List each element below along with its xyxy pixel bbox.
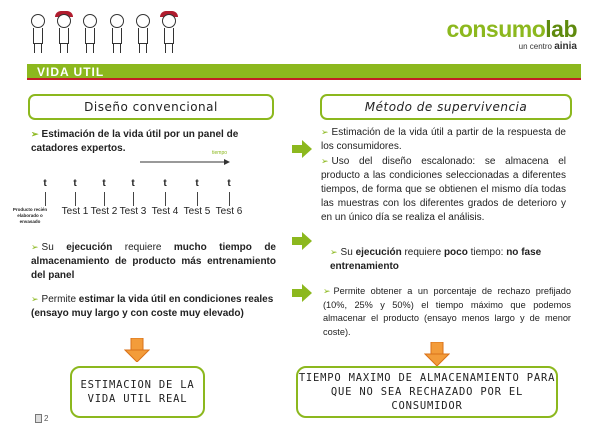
figure-icon	[133, 14, 152, 54]
figure-icon	[80, 14, 99, 54]
text-fragment: Uso del diseño escalonado: se almacena el producto a las condiciones seleccionadas a diferentes tiempos, de forma que se obtienen el mismo día todas las muestras con los diferentes grados de deterioro y en un único día se realiza el análisis.	[321, 156, 566, 223]
text-fragment: Su	[41, 242, 67, 253]
tick-label: t	[43, 178, 47, 189]
logo-sub-brand: ainia	[554, 41, 577, 52]
left-paragraph-1	[31, 127, 276, 156]
text-fragment: mucho tiempo de almacenamiento de producto más entrenamiento del panel	[31, 242, 276, 281]
text-fragment: Su	[340, 247, 356, 258]
consumer-figures-illustration	[28, 14, 178, 56]
figure-icon	[28, 14, 47, 54]
left-paragraph-3	[31, 292, 276, 321]
right-paragraph-3	[323, 285, 571, 339]
survival-method-heading: Método de supervivencia	[320, 94, 572, 120]
test-label: Test 4	[151, 206, 179, 217]
test-label: Test 2	[90, 206, 118, 217]
text-fragment: poco	[443, 247, 468, 258]
logo-text-lab: lab	[545, 16, 577, 42]
product-label: Producto recién elaborado o envasado	[12, 207, 48, 224]
test-label: Test 5	[183, 206, 211, 217]
timeline-tick	[148, 178, 182, 218]
right-arrow-icon	[292, 232, 312, 250]
time-arrow	[140, 158, 230, 166]
figure-icon	[159, 14, 178, 54]
page-number: 2	[44, 414, 49, 423]
tick-label: t	[73, 178, 77, 189]
conventional-design-heading: Diseño convencional	[28, 94, 274, 120]
down-arrow-icon	[424, 342, 450, 366]
timeline	[28, 178, 273, 228]
tick-label: t	[131, 178, 135, 189]
logo-text-consumo: consumo	[446, 16, 546, 42]
timeline-tick	[180, 178, 214, 218]
test-label: Test 6	[215, 206, 243, 217]
right-paragraph-2	[330, 245, 570, 274]
tick-label: t	[163, 178, 167, 189]
logo-sub-prefix: un centro	[518, 42, 555, 51]
text-fragment: Permite obtener a un porcentaje de rechazo prefijado (10%, 25% y 50%) el tiempo máximo que podemos almacenar el producto (ensayo menos largo y de menor coste).	[323, 286, 571, 337]
right-paragraph-1	[321, 125, 566, 225]
timeline-tick	[116, 178, 150, 218]
bullet-arrow-icon: ➢	[321, 156, 329, 166]
test-label: Test 1	[61, 206, 89, 217]
tick-label: t	[102, 178, 106, 189]
text-fragment: requiere	[401, 247, 444, 258]
down-arrow-icon	[124, 338, 150, 362]
tick-label: t	[195, 178, 199, 189]
text-fragment: ejecución	[355, 247, 402, 258]
text-fragment: Permite	[41, 294, 79, 305]
right-arrow-icon	[292, 284, 312, 302]
max-storage-time-result: TIEMPO MAXIMO DE ALMACENAMIENTO PARA QUE NO SEA RECHAZADO POR EL CONSUMIDOR	[296, 366, 558, 418]
page-icon	[35, 414, 42, 423]
figure-icon	[107, 14, 126, 54]
tick-label: t	[227, 178, 231, 189]
right-arrow-icon	[292, 140, 312, 158]
text-fragment: tiempo:	[467, 247, 507, 258]
bullet-arrow-icon: ➢	[31, 294, 39, 304]
bullet-arrow-icon: ➢	[323, 286, 331, 296]
bullet-arrow-icon: ➢	[330, 247, 338, 257]
timeline-label: tiempo	[212, 150, 228, 156]
text-fragment: ejecución	[66, 242, 113, 253]
section-title-bar	[27, 64, 581, 80]
left-p1-text: Estimación de la vida útil por un panel de catadores expertos.	[31, 129, 239, 154]
text-fragment: estimar la vida útil en condiciones reales (ensayo muy largo y con coste muy elevado)	[31, 294, 274, 319]
text-fragment: Estimación de la vida útil a partir de la respuesta de los consumidores.	[321, 127, 566, 152]
bullet-arrow-icon: ➢	[31, 242, 39, 252]
figure-icon	[54, 14, 73, 54]
bullet-arrow-icon: ➢	[321, 127, 329, 137]
text-fragment: no fase entrenamiento	[330, 247, 542, 272]
left-paragraph-2	[31, 240, 276, 283]
test-label: Test 3	[119, 206, 147, 217]
consumolab-logo	[447, 18, 577, 52]
section-title: VIDA UTIL	[37, 65, 105, 79]
text-fragment: requiere	[112, 242, 174, 253]
real-shelf-life-result: ESTIMACION DE LA VIDA UTIL REAL	[70, 366, 205, 418]
bullet-arrow-icon: ➢	[31, 129, 39, 139]
timeline-tick	[212, 178, 246, 218]
timeline-tick	[28, 178, 62, 206]
